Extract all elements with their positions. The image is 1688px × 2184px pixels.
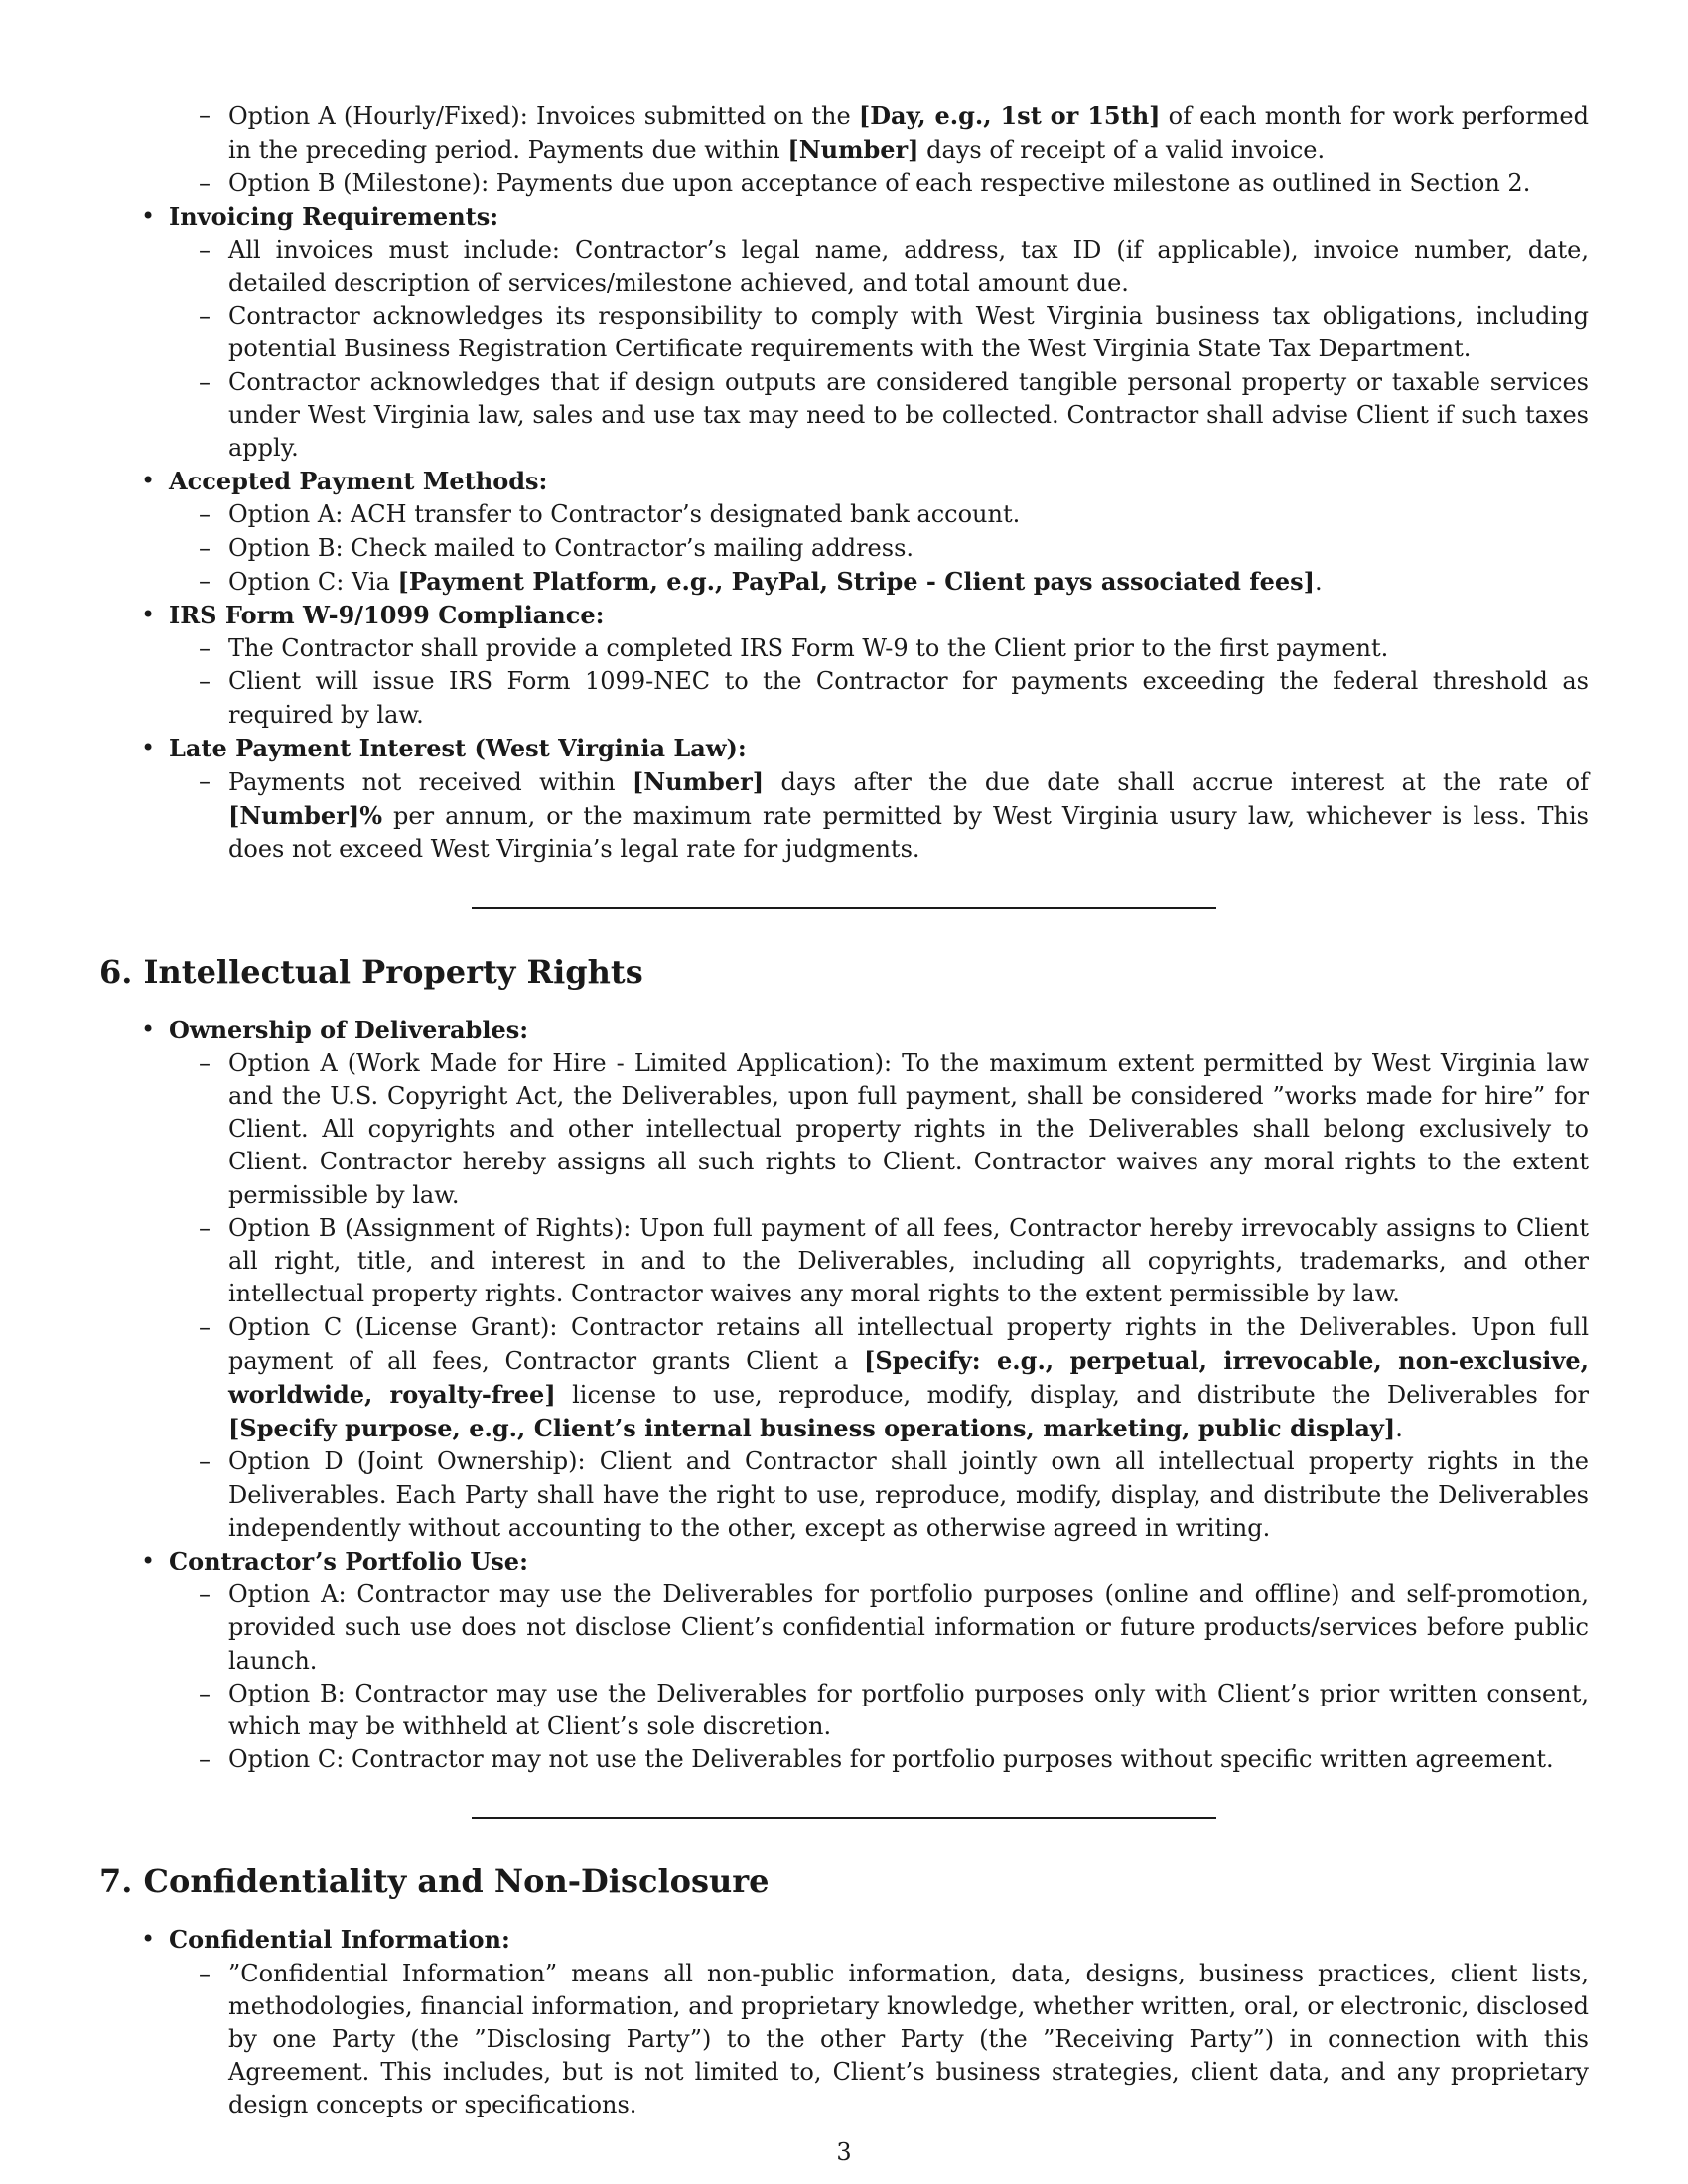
payment-option-b: – Option B (Milestone): Payments due upon acceptance of each respective milestone as outlined in Section 2. — [228, 167, 1589, 200]
list-item: – Client will issue IRS Form 1099-NEC to the Contractor for payments exceeding the federal threshold as required by law. — [228, 665, 1589, 731]
payment-schedule-options — [99, 99, 1589, 201]
payment-methods-heading: Accepted Payment Methods: — [169, 467, 548, 496]
list-item: – Contractor acknowledges its responsibility to comply with West Virginia business tax obligations, including potential Business Registration Certificate requirements with the West Virginia State Tax Department. — [228, 300, 1589, 365]
list-item: – Payments not received within [Number] days after the due date shall accrue interest at the rate of [Number]% per annum, or the maximum rate permitted by West Virginia usury law, whichever is less. This does not exceed West Virginia’s legal rate for judgments. — [228, 765, 1589, 867]
late-payment-heading: Late Payment Interest (West Virginia Law): — [169, 733, 747, 762]
list-item: – Option B: Check mailed to Contractor’s mailing address. — [228, 532, 1589, 565]
accepted-payment-methods — [169, 465, 1589, 599]
list-item: – Option C: Via [Payment Platform, e.g., PayPal, Stripe - Client pays associated fees]. — [228, 565, 1589, 599]
section-6-list — [99, 1014, 1589, 1777]
invoicing-heading: Invoicing Requirements: — [169, 202, 499, 231]
list-item: – ”Confidential Information” means all non-public information, data, designs, business practices, client lists, methodologies, financial information, and proprietary knowledge, whether written, oral, or electronic, disclosed by one Party (the ”Disclosing Party”) to the other Party (the ”Receiving Party”) in connection with this Agreement. This includes, but is not limited to, Client’s business strategies, client data, and any proprietary design concepts or specifications. — [228, 1958, 1589, 2122]
page-number: 3 — [836, 2138, 852, 2166]
placeholder-purpose: [Specify purpose, e.g., Client’s internal business operations, marketing, public display] — [228, 1414, 1396, 1443]
payment-terms-list — [99, 201, 1589, 867]
list-item: – Option C (License Grant): Contractor retains all intellectual property rights in the Deliverables. Upon full payment of all fees, Contractor grants Client a [Specify: e.g., perpetual, irrevocable, non-exclusive, worldwide, royalty-free] license to use, reproduce, modify, display, and distribute the Deliverables for [Specify purpose, e.g., Client’s internal business operations, marketing, public display]. — [228, 1311, 1589, 1446]
placeholder-number: [Number] — [632, 767, 765, 797]
section-divider — [472, 907, 1216, 909]
list-item: – Option B: Contractor may use the Deliverables for portfolio purposes only with Client’s prior written consent, which may be withheld at Client’s sole discretion. — [228, 1678, 1589, 1743]
list-item: – Option C: Contractor may not use the Deliverables for portfolio purposes without specific written agreement. — [228, 1743, 1589, 1776]
invoicing-requirements — [169, 201, 1589, 466]
section-7-list — [99, 1923, 1589, 2121]
placeholder-day: [Day, e.g., 1st or 15th] — [858, 101, 1161, 130]
section-divider — [472, 1817, 1216, 1819]
placeholder-platform: [Payment Platform, e.g., PayPal, Stripe - Client pays associated fees] — [397, 566, 1315, 596]
list-item: – Option A (Work Made for Hire - Limited Application): To the maximum extent permitted by West Virginia law and the U.S. Copyright Act, the Deliverables, upon full payment, shall be considered ”works made for hire” for Client. All copyrights and other intellectual property rights in the Deliverables shall belong exclusively to Client. Contractor hereby assigns all such rights to Client. Contractor waives any moral rights to the extent permissible by law. — [228, 1047, 1589, 1212]
placeholder-number: [Number] — [787, 135, 919, 165]
placeholder-rate: [Number]% — [228, 801, 382, 831]
irs-heading: IRS Form W-9/1099 Compliance: — [169, 601, 605, 630]
portfolio-heading: Contractor’s Portfolio Use: — [169, 1546, 528, 1575]
confidential-heading: Confidential Information: — [169, 1925, 510, 1955]
placeholder-license-terms: [Specify: e.g., perpetual, irrevocable, non-exclusive, worldwide, royalty-free] — [228, 1345, 1589, 1409]
document-page — [99, 99, 1589, 2122]
section-7-title: 7. Confidentiality and Non-Disclosure — [99, 1862, 770, 1901]
list-item: – Contractor acknowledges that if design outputs are considered tangible personal property or taxable services under West Virginia law, sales and use tax may need to be collected. Contractor shall advise Client if such taxes apply. — [228, 366, 1589, 466]
late-payment-interest — [169, 732, 1589, 867]
list-item: – Option D (Joint Ownership): Client and Contractor shall jointly own all intellectual property rights in the Deliverables. Each Party shall have the right to use, reproduce, modify, display, and distribute the Deliverables independently without accounting to the other, except as otherwise agreed in writing. — [228, 1445, 1589, 1545]
list-item: – Option A: Contractor may use the Deliverables for portfolio purposes (online and offline) and self-promotion, provided such use does not disclose Client’s confidential information or future products/services before public launch. — [228, 1578, 1589, 1678]
confidential-information — [169, 1923, 1589, 2121]
section-6-title: 6. Intellectual Property Rights — [99, 952, 643, 991]
list-item: – The Contractor shall provide a completed IRS Form W-9 to the Client prior to the first payment. — [228, 632, 1589, 665]
portfolio-use — [169, 1545, 1589, 1776]
list-item: – All invoices must include: Contractor’s legal name, address, tax ID (if applicable), invoice number, date, detailed description of services/milestone achieved, and total amount due. — [228, 234, 1589, 300]
payment-option-a: – Option A (Hourly/Fixed): Invoices submitted on the [Day, e.g., 1st or 15th] of each month for work performed in the preceding period. Payments due within [Number] days of receipt of a valid invoice. — [228, 99, 1589, 167]
ownership-of-deliverables — [169, 1014, 1589, 1545]
irs-compliance — [169, 599, 1589, 732]
list-item: – Option A: ACH transfer to Contractor’s designated bank account. — [228, 498, 1589, 531]
list-item: – Option B (Assignment of Rights): Upon full payment of all fees, Contractor hereby irrevocably assigns to Client all right, title, and interest in and to the Deliverables, including all copyrights, trademarks, and other intellectual property rights. Contractor waives any moral rights to the extent permissible by law. — [228, 1212, 1589, 1311]
ownership-heading: Ownership of Deliverables: — [169, 1015, 529, 1044]
